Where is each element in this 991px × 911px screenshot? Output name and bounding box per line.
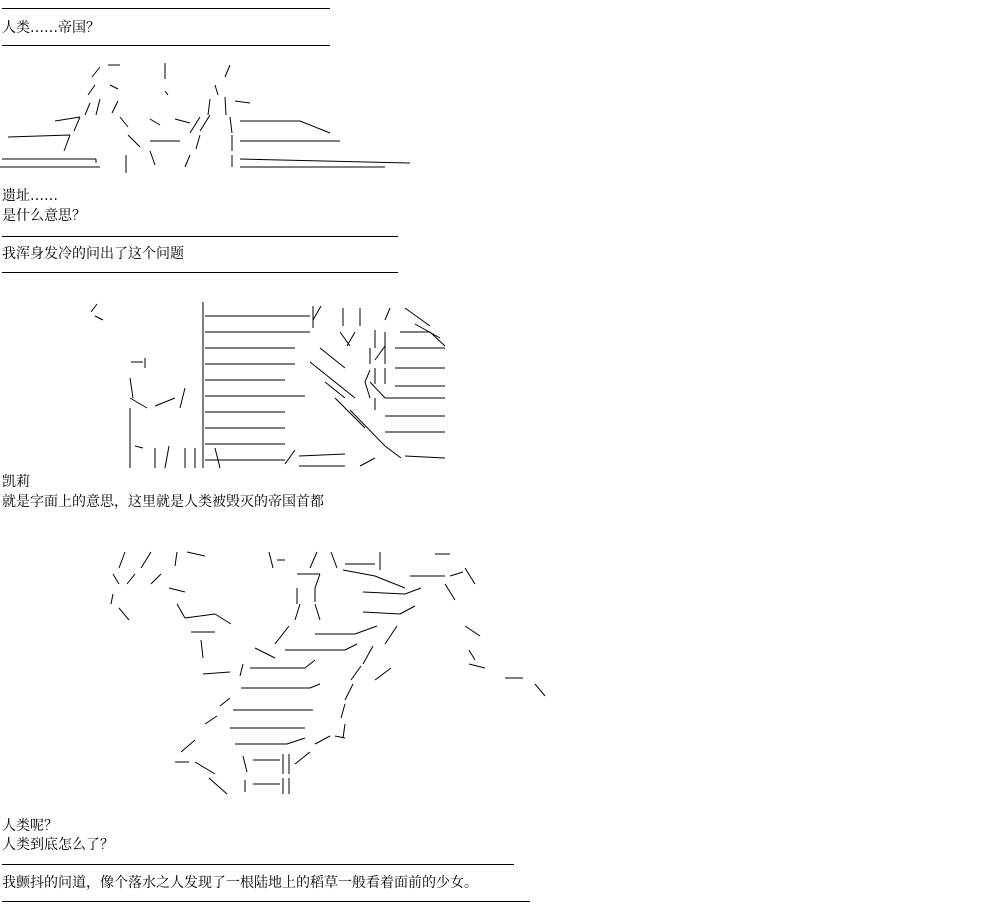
divider-rule	[2, 272, 398, 273]
girl-portrait-art	[85, 298, 455, 476]
divider-rule	[2, 45, 330, 46]
girl-figure-art	[105, 548, 555, 808]
dialogue-line-2: 遗址……	[2, 188, 58, 204]
dialogue-line-8: 我颤抖的问道，像个落水之人发现了一根陆地上的稻草一般看着面前的少女。	[2, 875, 478, 891]
divider-rule	[2, 864, 514, 865]
dialogue-line-7: 人类到底怎么了？	[2, 837, 114, 853]
dialogue-line-4: 我浑身发冷的问出了这个问题	[2, 246, 184, 262]
divider-rule	[2, 901, 530, 902]
dialogue-line-5: 就是字面上的意思，这里就是人类被毁灭的帝国首都	[2, 494, 324, 510]
dialogue-line-3: 是什么意思？	[2, 208, 86, 224]
divider-rule	[2, 8, 330, 9]
divider-rule	[2, 236, 398, 237]
speaker-name: 凯莉	[2, 474, 30, 490]
dialogue-line-6: 人类呢？	[2, 818, 58, 834]
dialogue-line-1: 人类……帝国？	[2, 20, 100, 36]
ruins-skyline-art	[0, 55, 420, 175]
